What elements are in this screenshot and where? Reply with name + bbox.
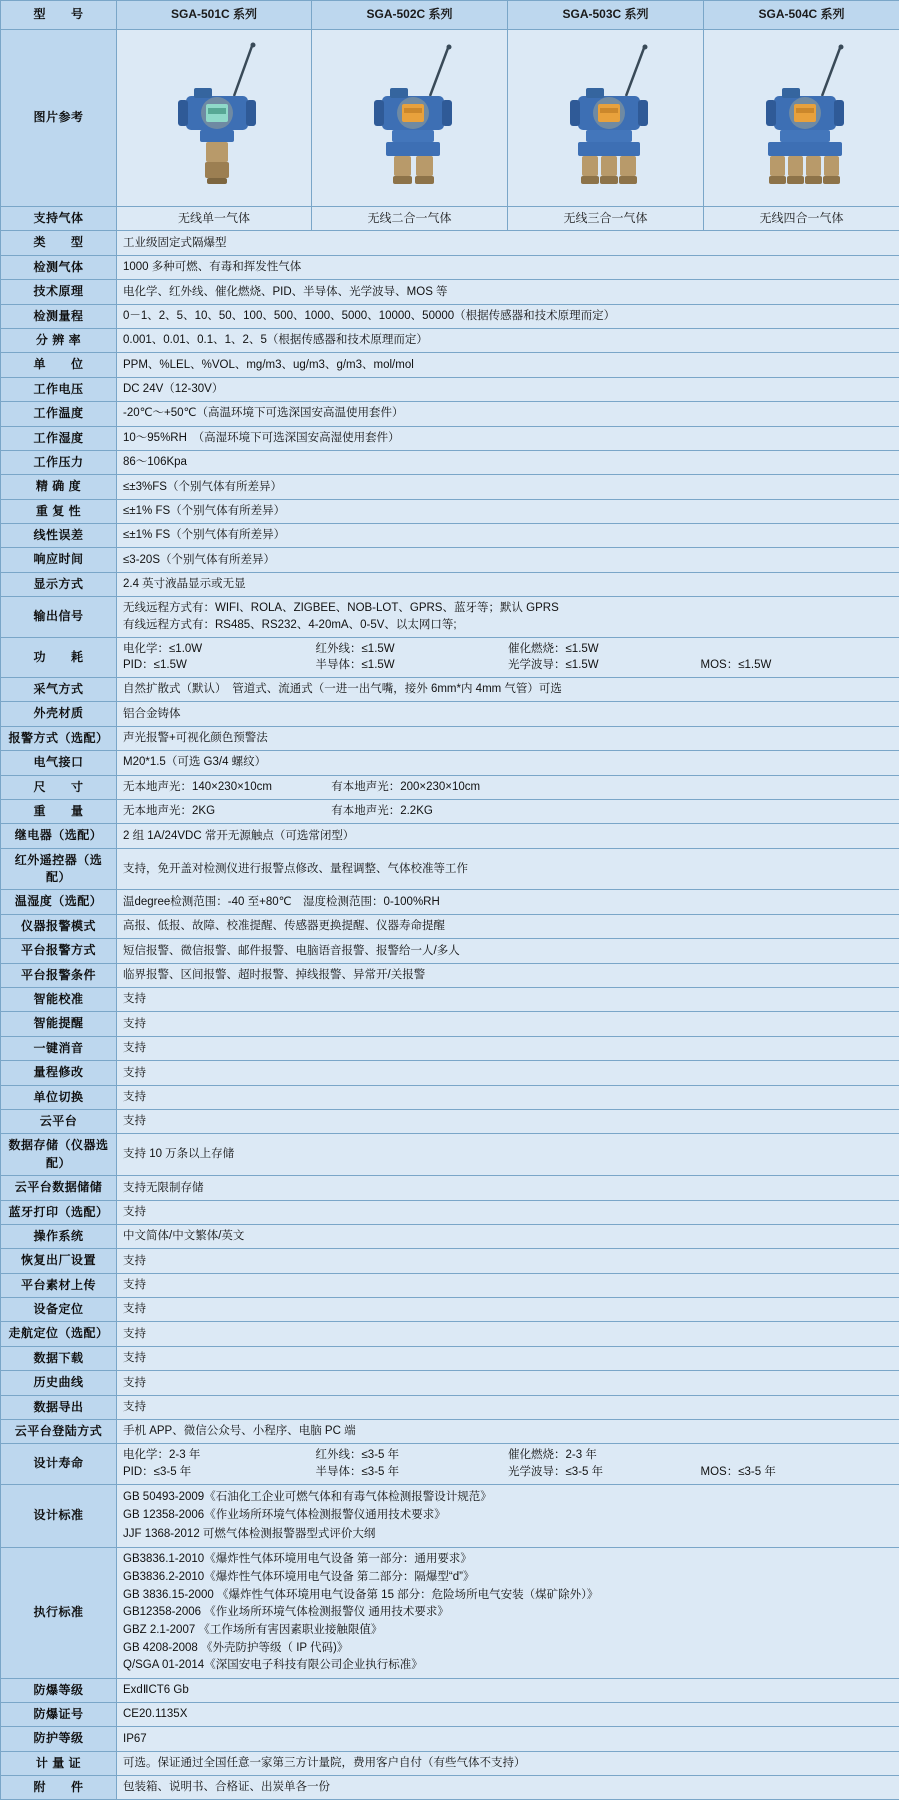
spec-label-output-signal: 输出信号: [1, 597, 117, 637]
device-image-503c: [508, 30, 704, 207]
spec-label-execution-standard: 执行标准: [1, 1547, 117, 1678]
spec-label-cloud-storage: 云平台数据储储: [1, 1176, 117, 1200]
spec-value-smart-calibration: 支持: [117, 988, 899, 1012]
device-image-501c: [117, 30, 312, 207]
spec-row-bluetooth-print: [1, 1200, 899, 1224]
image-reference-label: 图片参考: [1, 30, 117, 207]
spec-label-bluetooth-print: 蓝牙打印（选配）: [1, 1200, 117, 1224]
spec-label-temperature: 工作温度: [1, 402, 117, 426]
spec-row-weight: [1, 799, 899, 823]
execution-standard-line-5: GBZ 2.1-2007 《工作场所有害因素职业接触限值》: [123, 1621, 893, 1639]
spec-row-type: [1, 231, 899, 255]
spec-row-accuracy: [1, 475, 899, 499]
spec-value-linearity: ≤±1% FS（个别气体有所差异）: [117, 524, 899, 548]
dimensions-with-alarm: 有本地声光：200×230×10cm: [331, 779, 480, 796]
spec-label-metrology-cert: 计 量 证: [1, 1751, 117, 1775]
spec-value-accessories: 包装箱、说明书、合格证、出炭单各一份: [117, 1776, 899, 1800]
device-502c-drawing: [330, 38, 490, 198]
execution-standard-line-6: GB 4208-2008 《外壳防护等级（ IP 代码)》: [123, 1639, 893, 1657]
spec-value-ir-remote: 支持，免开盖对检测仪进行报警点修改、量程调整、气体校准等工作: [117, 848, 899, 890]
spec-label-data-export: 数据导出: [1, 1395, 117, 1419]
spec-value-output-signal: [117, 597, 899, 637]
spec-row-ir-remote: [1, 848, 899, 890]
spec-value-dimensions: [117, 775, 899, 799]
spec-row-dimensions: [1, 775, 899, 799]
spec-value-weight: [117, 799, 899, 823]
spec-row-temperature: [1, 402, 899, 426]
design-standard-line-1: GB 50493-2009《石油化工企业可燃气体和有毒气体检测报警设计规范》: [123, 1488, 893, 1507]
device-501c-drawing: [134, 38, 294, 198]
design-standard-line-2: GB 12358-2006《作业场所环境气体检测报警仪通用技术要求》: [123, 1506, 893, 1525]
execution-standard-line-3: GB 3836.15-2000 《爆炸性气体环境用电气设备第 15 部分：危险场所电气安装（煤矿除外）》: [123, 1586, 893, 1604]
spec-label-platform-alarm-condition: 平台报警条件: [1, 963, 117, 987]
spec-label-sampling: 采气方式: [1, 677, 117, 701]
spec-row-power: [1, 637, 899, 677]
spec-row-output-signal: [1, 597, 899, 637]
spec-label-unit: 单 位: [1, 353, 117, 377]
spec-label-material-upload: 平台素材上传: [1, 1273, 117, 1297]
spec-value-platform-alarm-mode: 短信报警、微信报警、邮件报警、电脑语音报警、报警给一人/多人: [117, 939, 899, 963]
header-model-3: SGA-503C 系列: [508, 1, 704, 30]
table-header-row: [1, 1, 899, 30]
spec-label-resolution: 分 辨 率: [1, 328, 117, 352]
spec-value-display: 2.4 英寸液晶显示或无显: [117, 572, 899, 596]
spec-row-range: [1, 304, 899, 328]
header-model-4: SGA-504C 系列: [704, 1, 899, 30]
spec-label-range-modify: 量程修改: [1, 1061, 117, 1085]
spec-row-voltage: [1, 377, 899, 401]
spec-row-unit-switch: [1, 1085, 899, 1109]
spec-label-linearity: 线性误差: [1, 524, 117, 548]
spec-row-os-language: [1, 1224, 899, 1248]
spec-label-instrument-alarm-mode: 仪器报警模式: [1, 914, 117, 938]
power-item-optical: 光学波导：≤1.5W: [508, 657, 701, 674]
spec-row-pressure: [1, 450, 899, 474]
spec-value-response-time: ≤3-20S（个别气体有所差异）: [117, 548, 899, 572]
spec-label-dimensions: 尺 寸: [1, 775, 117, 799]
spec-value-housing: 铝合金铸体: [117, 702, 899, 726]
spec-value-repeatability: ≤±1% FS（个别气体有所差异）: [117, 499, 899, 523]
spec-value-range: 0－1、2、5、10、50、100、500、1000、5000、10000、50000（根据传感器和技术原理而定）: [117, 304, 899, 328]
spec-label-principle: 技术原理: [1, 280, 117, 304]
spec-label-history-curve: 历史曲线: [1, 1371, 117, 1395]
spec-row-one-key-mute: [1, 1036, 899, 1060]
spec-value-design-life: [117, 1444, 899, 1484]
spec-label-one-key-mute: 一键消音: [1, 1036, 117, 1060]
output-line-wireless: 无线远程方式有：WIFI、ROLA、ZIGBEE、NOB-LOT、GPRS、蓝牙等；默认 GPRS: [123, 600, 893, 617]
device-504c-drawing: [722, 38, 882, 198]
spec-value-history-curve: 支持: [117, 1371, 899, 1395]
spec-value-power: [117, 637, 899, 677]
spec-label-protection-grade: 防护等级: [1, 1727, 117, 1751]
spec-value-platform-alarm-condition: 临界报警、区间报警、超时报警、掉线报警、异常开/关报警: [117, 963, 899, 987]
supported-gas-4: 无线四合一气体: [704, 207, 899, 231]
spec-value-factory-reset: 支持: [117, 1249, 899, 1273]
spec-value-execution-standard: [117, 1547, 899, 1678]
spec-value-cloud-storage: 支持无限制存储: [117, 1176, 899, 1200]
spec-label-weight: 重 量: [1, 799, 117, 823]
spec-value-material-upload: 支持: [117, 1273, 899, 1297]
spec-value-voltage: DC 24V（12-30V）: [117, 377, 899, 401]
spec-row-accessories: [1, 1776, 899, 1800]
life-item-semiconductor: 半导体：≤3-5 年: [316, 1464, 509, 1481]
spec-row-execution-standard: [1, 1547, 899, 1678]
spec-label-ir-remote: 红外遥控器（选配）: [1, 848, 117, 890]
spec-value-detect-gas: 1000 多种可燃、有毒和挥发性气体: [117, 255, 899, 279]
spec-label-pressure: 工作压力: [1, 450, 117, 474]
spec-label-cloud-platform: 云平台: [1, 1109, 117, 1133]
spec-value-resolution: 0.001、0.01、0.1、1、2、5（根据传感器和技术原理而定）: [117, 328, 899, 352]
spec-label-accuracy: 精 确 度: [1, 475, 117, 499]
spec-row-response-time: [1, 548, 899, 572]
supported-gas-1: 无线单一气体: [117, 207, 312, 231]
spec-value-relay: 2 组 1A/24VDC 常开无源触点（可选常闭型）: [117, 824, 899, 848]
spec-row-explosion-proof-grade: [1, 1678, 899, 1702]
spec-row-protection-grade: [1, 1727, 899, 1751]
power-item-mos: MOS：≤1.5W: [701, 657, 894, 674]
spec-row-principle: [1, 280, 899, 304]
spec-label-power: 功 耗: [1, 637, 117, 677]
spec-label-relay: 继电器（选配）: [1, 824, 117, 848]
dimensions-without-alarm: 无本地声光：140×230×10cm: [123, 779, 328, 796]
weight-with-alarm: 有本地声光：2.2KG: [331, 805, 433, 817]
spec-label-housing: 外壳材质: [1, 702, 117, 726]
spec-row-repeatability: [1, 499, 899, 523]
spec-value-protection-grade: IP67: [117, 1727, 899, 1751]
device-503c-drawing: [526, 38, 686, 198]
spec-row-range-modify: [1, 1061, 899, 1085]
spec-value-unit-switch: 支持: [117, 1085, 899, 1109]
spec-label-cloud-login: 云平台登陆方式: [1, 1420, 117, 1444]
supported-gas-2: 无线二合一气体: [312, 207, 508, 231]
spec-row-data-download: [1, 1346, 899, 1370]
life-item-electrochemical: 电化学：2-3 年: [123, 1447, 316, 1464]
spec-row-metrology-cert: [1, 1751, 899, 1775]
spec-value-unit: PPM、%LEL、%VOL、mg/m3、ug/m3、g/m3、mol/mol: [117, 353, 899, 377]
spec-label-display: 显示方式: [1, 572, 117, 596]
spec-label-data-storage: 数据存储（仪器选配）: [1, 1134, 117, 1176]
spec-label-type: 类 型: [1, 231, 117, 255]
spec-row-material-upload: [1, 1273, 899, 1297]
execution-standard-line-1: GB3836.1-2010《爆炸性气体环境用电气设备 第一部分：通用要求》: [123, 1551, 893, 1569]
life-item-mos: MOS：≤3-5 年: [701, 1464, 894, 1481]
spec-row-data-export: [1, 1395, 899, 1419]
spec-label-data-download: 数据下载: [1, 1346, 117, 1370]
life-item-blank: [701, 1447, 894, 1464]
life-item-pid: PID：≤3-5 年: [123, 1464, 316, 1481]
spec-row-housing: [1, 702, 899, 726]
spec-row-design-life: [1, 1444, 899, 1484]
spec-label-range: 检测量程: [1, 304, 117, 328]
execution-standard-line-4: GB12358-2006 《作业场所环境气体检测报警仪 通用技术要求》: [123, 1604, 893, 1622]
power-item-electrochemical: 电化学：≤1.0W: [123, 641, 316, 658]
spec-value-accuracy: ≤±3%FS（个别气体有所差异）: [117, 475, 899, 499]
spec-label-device-location: 设备定位: [1, 1298, 117, 1322]
spec-value-design-standard: [117, 1484, 899, 1547]
spec-row-linearity: [1, 524, 899, 548]
spec-label-alarm-mode: 报警方式（选配）: [1, 726, 117, 750]
spec-row-smart-reminder: [1, 1012, 899, 1036]
spec-value-sampling: 自然扩散式（默认） 管道式、流通式（一进一出气嘴，接外 6mm*内 4mm 气管）可选: [117, 677, 899, 701]
spec-row-temp-humidity-option: [1, 890, 899, 914]
spec-row-platform-alarm-condition: [1, 963, 899, 987]
spec-row-sampling: [1, 677, 899, 701]
spec-label-temp-humidity-option: 温湿度（选配）: [1, 890, 117, 914]
spec-value-explosion-proof-grade: ExdⅡCT6 Gb: [117, 1678, 899, 1702]
spec-label-humidity: 工作湿度: [1, 426, 117, 450]
spec-row-detect-gas: [1, 255, 899, 279]
spec-label-accessories: 附 件: [1, 1776, 117, 1800]
spec-row-data-storage: [1, 1134, 899, 1176]
spec-row-instrument-alarm-mode: [1, 914, 899, 938]
header-model-label: 型 号: [1, 1, 117, 30]
spec-row-unit: [1, 353, 899, 377]
spec-label-design-standard: 设计标准: [1, 1484, 117, 1547]
spec-value-type: 工业级固定式隔爆型: [117, 231, 899, 255]
spec-value-instrument-alarm-mode: 高报、低报、故障、校准提醒、传感器更换提醒、仪器寿命提醒: [117, 914, 899, 938]
spec-row-alarm-mode: [1, 726, 899, 750]
spec-row-cloud-login: [1, 1420, 899, 1444]
spec-value-mobile-location: 支持: [117, 1322, 899, 1346]
weight-without-alarm: 无本地声光：2KG: [123, 803, 328, 820]
spec-row-history-curve: [1, 1371, 899, 1395]
spec-label-factory-reset: 恢复出厂设置: [1, 1249, 117, 1273]
spec-label-response-time: 响应时间: [1, 548, 117, 572]
spec-row-design-standard: [1, 1484, 899, 1547]
spec-row-electrical-interface: [1, 751, 899, 775]
spec-value-range-modify: 支持: [117, 1061, 899, 1085]
spec-value-temp-humidity-option: 温degree检测范围：-40 至+80℃ 湿度检测范围：0-100%RH: [117, 890, 899, 914]
supported-gas-3: 无线三合一气体: [508, 207, 704, 231]
spec-row-cloud-storage: [1, 1176, 899, 1200]
spec-label-smart-calibration: 智能校准: [1, 988, 117, 1012]
spec-row-cloud-platform: [1, 1109, 899, 1133]
spec-label-unit-switch: 单位切换: [1, 1085, 117, 1109]
spec-row-display: [1, 572, 899, 596]
spec-label-smart-reminder: 智能提醒: [1, 1012, 117, 1036]
spec-value-alarm-mode: 声光报警+可视化颜色预警法: [117, 726, 899, 750]
life-item-catalytic: 催化燃烧：2-3 年: [508, 1447, 701, 1464]
spec-value-humidity: 10～95%RH （高湿环境下可选深国安高湿使用套件）: [117, 426, 899, 450]
spec-row-humidity: [1, 426, 899, 450]
spec-value-data-export: 支持: [117, 1395, 899, 1419]
spec-label-electrical-interface: 电气接口: [1, 751, 117, 775]
spec-row-relay: [1, 824, 899, 848]
power-item-catalytic: 催化燃烧：≤1.5W: [508, 641, 701, 658]
spec-label-os-language: 操作系统: [1, 1224, 117, 1248]
spec-value-cloud-platform: 支持: [117, 1109, 899, 1133]
spec-label-explosion-proof-grade: 防爆等级: [1, 1678, 117, 1702]
spec-value-device-location: 支持: [117, 1298, 899, 1322]
device-image-504c: [704, 30, 899, 207]
spec-label-mobile-location: 走航定位（选配）: [1, 1322, 117, 1346]
device-image-502c: [312, 30, 508, 207]
life-item-optical: 光学波导：≤3-5 年: [508, 1464, 701, 1481]
spec-value-pressure: 86～106Kpa: [117, 450, 899, 474]
power-item-semiconductor: 半导体：≤1.5W: [316, 657, 509, 674]
spec-row-mobile-location: [1, 1322, 899, 1346]
supported-gas-row: [1, 207, 899, 231]
image-reference-row: [1, 30, 899, 207]
spec-value-electrical-interface: M20*1.5（可选 G3/4 螺纹）: [117, 751, 899, 775]
spec-value-bluetooth-print: 支持: [117, 1200, 899, 1224]
spec-row-resolution: [1, 328, 899, 352]
spec-label-repeatability: 重 复 性: [1, 499, 117, 523]
spec-value-temperature: -20℃～+50℃（高温环境下可选深国安高温使用套件）: [117, 402, 899, 426]
header-model-2: SGA-502C 系列: [312, 1, 508, 30]
spec-row-smart-calibration: [1, 988, 899, 1012]
spec-value-cloud-login: 手机 APP、微信公众号、小程序、电脑 PC 端: [117, 1420, 899, 1444]
spec-value-explosion-proof-cert: CE20.1135X: [117, 1702, 899, 1726]
spec-label-design-life: 设计寿命: [1, 1444, 117, 1484]
spec-row-explosion-proof-cert: [1, 1702, 899, 1726]
spec-row-platform-alarm-mode: [1, 939, 899, 963]
spec-label-explosion-proof-cert: 防爆证号: [1, 1702, 117, 1726]
spec-value-data-storage: 支持 10 万条以上存储: [117, 1134, 899, 1176]
spec-label-platform-alarm-mode: 平台报警方式: [1, 939, 117, 963]
design-standard-line-3: JJF 1368-2012 可燃气体检测报警器型式评价大纲: [123, 1525, 893, 1544]
spec-value-principle: 电化学、红外线、催化燃烧、PID、半导体、光学波导、MOS 等: [117, 280, 899, 304]
header-model-1: SGA-501C 系列: [117, 1, 312, 30]
power-item-infrared: 红外线：≤1.5W: [316, 641, 509, 658]
spec-row-device-location: [1, 1298, 899, 1322]
output-line-wired: 有线远程方式有：RS485、RS232、4-20mA、0-5V、以太网口等;: [123, 617, 893, 634]
spec-value-one-key-mute: 支持: [117, 1036, 899, 1060]
power-item-pid: PID：≤1.5W: [123, 657, 316, 674]
spec-label-detect-gas: 检测气体: [1, 255, 117, 279]
spec-label-voltage: 工作电压: [1, 377, 117, 401]
spec-value-os-language: 中文简体/中文繁体/英文: [117, 1224, 899, 1248]
supported-gas-label: 支持气体: [1, 207, 117, 231]
power-item-blank: [701, 641, 894, 658]
execution-standard-line-2: GB3836.2-2010《爆炸性气体环境用电气设备 第二部分：隔爆型“d”》: [123, 1568, 893, 1586]
spec-value-smart-reminder: 支持: [117, 1012, 899, 1036]
spec-value-metrology-cert: 可选。保证通过全国任意一家第三方计量院，费用客户自付（有些气体不支持）: [117, 1751, 899, 1775]
spec-row-factory-reset: [1, 1249, 899, 1273]
spec-value-data-download: 支持: [117, 1346, 899, 1370]
execution-standard-line-7: Q/SGA 01-2014《深国安电子科技有限公司企业执行标准》: [123, 1657, 893, 1675]
life-item-infrared: 红外线：≤3-5 年: [316, 1447, 509, 1464]
